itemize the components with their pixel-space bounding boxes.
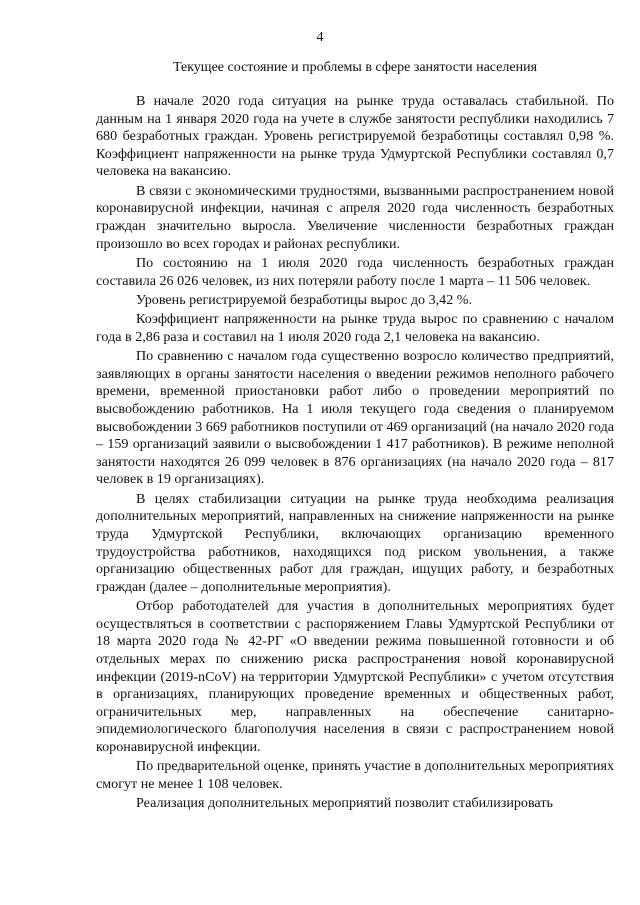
paragraph: Коэффициент напряженности на рынке труда вырос по сравнению с началом года в 2,86 раза и составил на 1 июля 2020 года 2,1 человека на вакансию. — [96, 311, 614, 345]
paragraph: По предварительной оценке, принять участие в дополнительных мероприятиях смогут не менее 1 108 человек. — [96, 758, 614, 792]
paragraph: В связи с экономическими трудностями, вызванными распространением новой коронавирусной инфекции, начиная с апреля 2020 года численность безработных граждан значительно выросла. Увеличение численности безработных граждан произошло во всех городах и районах республики. — [96, 182, 614, 252]
paragraph: Уровень регистрируемой безработицы вырос до 3,42 %. — [136, 291, 473, 308]
paragraph: В начале 2020 года ситуация на рынке труда оставалась стабильной. По данным на 1 января 2020 года на учете в службе занятости республики находились 7 680 безработных граждан. Уровень регистрируемой безработицы составлял 0,98 %. Коэффициент напряженности на рынке труда Удмуртской Республики составлял 0,7 человека на вакансию. — [96, 93, 614, 180]
paragraph: Реализация дополнительных мероприятий позволит стабилизировать — [136, 795, 553, 812]
section-heading: Текущее состояние и проблемы в сфере занятости населения — [172, 60, 538, 75]
body-text — [96, 93, 614, 815]
page-number: 4 — [316, 30, 324, 45]
paragraph: В целях стабилизации ситуации на рынке труда необходима реализация дополнительных мероприятий, направленных на снижение напряженности на рынке труда Удмуртской Республики, включающих организацию временного трудоустройства работников, находящихся под риском увольнения, а также организацию общественных работ для граждан, ищущих работу, и безработных граждан (далее – дополнительные мероприятия). — [96, 490, 614, 595]
paragraph: По сравнению с началом года существенно возросло количество предприятий, заявляющих в органы занятости населения о введении режимов неполного рабочего времени, временной приостановки работ либо о проведении мероприятий по высвобождению работников. На 1 июля текущего года сведения о планируемом высвобождении 3 669 работников поступили от 469 организаций (на начало 2020 года – 159 организаций заявили о высвобождении 1 417 работников). В режиме неполной занятости находятся 26 099 человек в 876 организациях (на начало 2020 года – 817 человек в 19 организациях). — [96, 348, 614, 488]
paragraph: Отбор работодателей для участия в дополнительных мероприятиях будет осуществляться в соответствии с распоряжением Главы Удмуртской Республики от 18 марта 2020 года № 42-РГ «О введении режима повышенной готовности и об отдельных мерах по снижению риска распространения новой коронавирусной инфекции (2019-nCoV) на территории Удмуртской Республики» с учетом отсутствия в организациях, планирующих проведение временных и общественных работ, ограничительных мер, направленных на обеспечение санитарно-эпидемиологического благополучия населения в связи с распространением новой коронавирусной инфекции. — [96, 598, 614, 755]
paragraph: По состоянию на 1 июля 2020 года численность безработных граждан составила 26 026 человек, из них потеряли работу после 1 марта – 11 506 человек. — [96, 254, 614, 289]
